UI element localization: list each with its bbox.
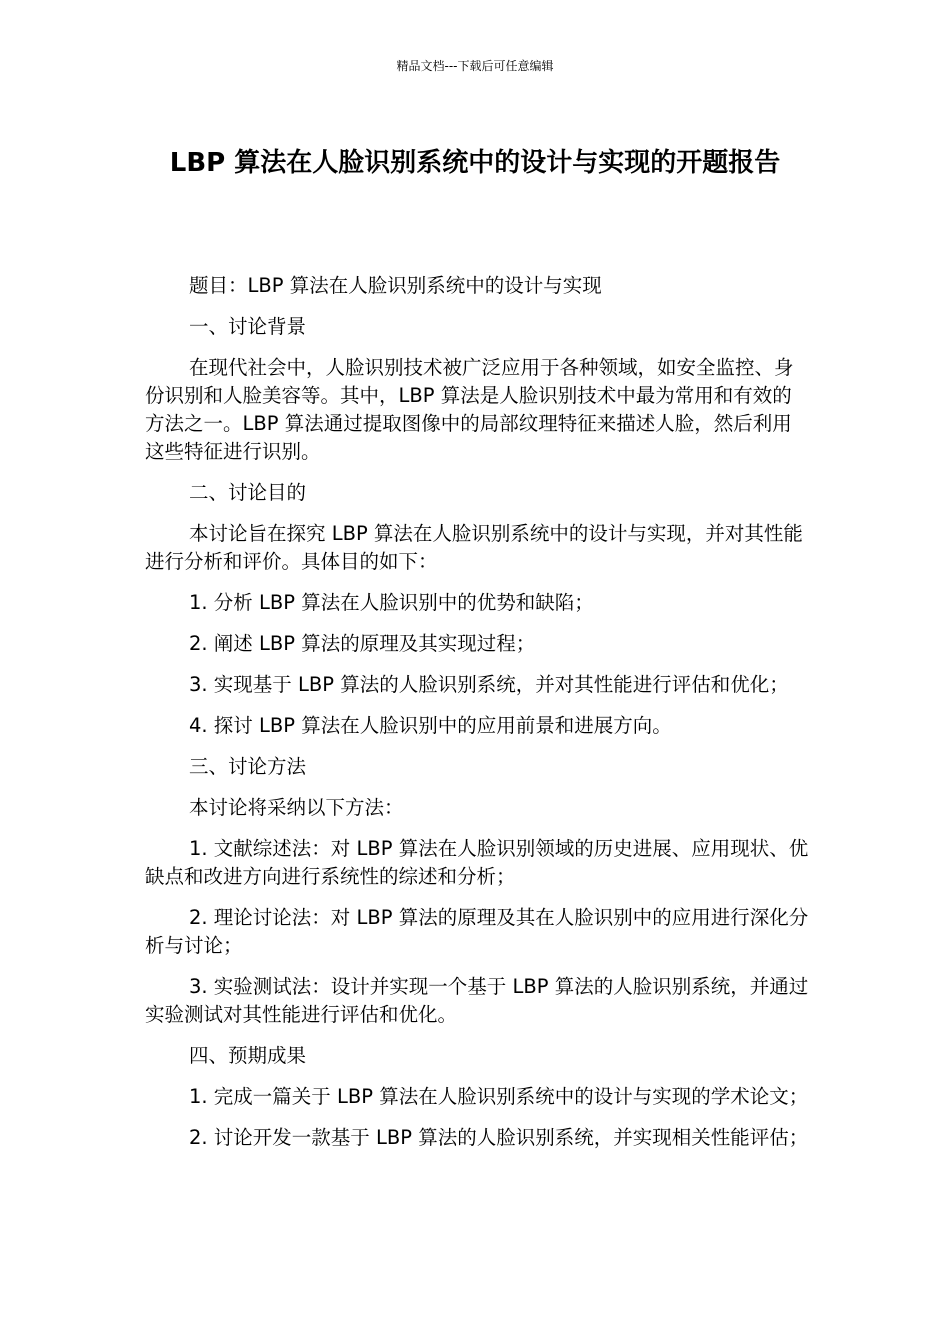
method-item-1: 1. 文献综述法：对 LBP 算法在人脸识别领域的历史进展、应用现状、优缺点和改进方向进行系统性的综述和分析； <box>145 837 809 888</box>
purpose-intro: 本讨论旨在探究 LBP 算法在人脸识别系统中的设计与实现，并对其性能进行分析和评价。具体目的如下： <box>145 522 803 573</box>
topic-line: 题目：LBP 算法在人脸识别系统中的设计与实现 <box>189 274 602 297</box>
background-paragraph: 在现代社会中，人脸识别技术被广泛应用于各种领域，如安全监控、身份识别和人脸美容等。其中，LBP 算法是人脸识别技术中最为常用和有效的方法之一。LBP 算法通过提取图像中的局部纹理特征来描述人脸，然后利用这些特征进行识别。 <box>145 356 794 463</box>
document-body <box>145 272 810 1165</box>
section-heading-outcomes: 四、预期成果 <box>189 1044 307 1067</box>
purpose-item-1: 1. 分析 LBP 算法在人脸识别中的优势和缺陷； <box>189 591 594 614</box>
header-note: 精品文档---下载后可任意编辑 <box>396 59 554 73</box>
method-item-3: 3. 实验测试法：设计并实现一个基于 LBP 算法的人脸识别系统，并通过实验测试对其性能进行评估和优化。 <box>145 975 809 1026</box>
document-title: LBP 算法在人脸识别系统中的设计与实现的开题报告 <box>169 148 781 178</box>
purpose-item-4: 4. 探讨 LBP 算法在人脸识别中的应用前景和进展方向。 <box>189 714 672 737</box>
purpose-item-3: 3. 实现基于 LBP 算法的人脸识别系统，并对其性能进行评估和优化； <box>189 673 789 696</box>
section-heading-purpose: 二、讨论目的 <box>189 481 307 504</box>
method-intro: 本讨论将采纳以下方法： <box>189 796 404 819</box>
purpose-item-2: 2. 阐述 LBP 算法的原理及其实现过程； <box>189 632 536 655</box>
section-heading-method: 三、讨论方法 <box>189 755 307 778</box>
section-heading-background: 一、讨论背景 <box>189 315 307 338</box>
method-item-2: 2. 理论讨论法：对 LBP 算法的原理及其在人脸识别中的应用进行深化分析与讨论； <box>145 906 809 957</box>
outcome-item-2: 2. 讨论开发一款基于 LBP 算法的人脸识别系统，并实现相关性能评估； <box>189 1126 809 1149</box>
outcome-item-1: 1. 完成一篇关于 LBP 算法在人脸识别系统中的设计与实现的学术论文； <box>189 1085 809 1108</box>
